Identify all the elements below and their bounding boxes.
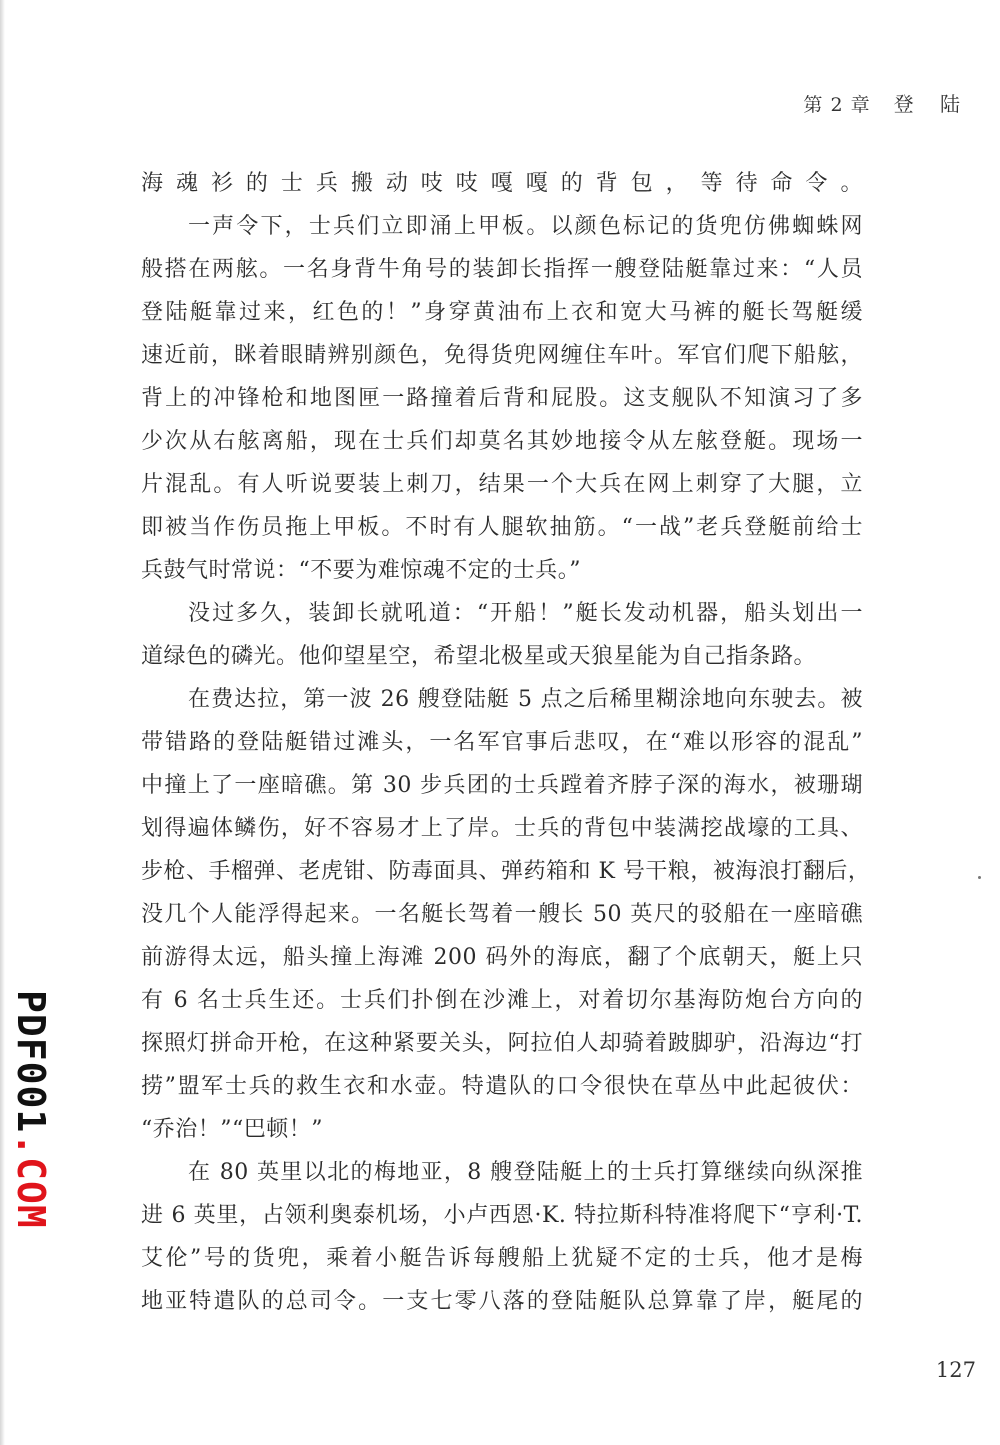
watermark-accent-text: .COM [9,1133,53,1229]
text-line: 背上的冲锋枪和地图匣一路撞着后背和屁股。这支舰队不知演习了多 [141,386,863,411]
running-header [803,88,970,117]
text-line: 在费达拉，第一波 26 艘登陆艇 5 点之后稀里糊涂地向东驶去。被 [188,687,863,712]
scan-speck [978,876,981,879]
page-number: 127 [935,1358,976,1382]
text-line: 即被当作伤员拖上甲板。不时有人腿软抽筋。“一战”老兵登艇前给士 [141,515,863,540]
text-line: 划得遍体鳞伤，好不容易才上了岸。士兵的背包中装满挖战壕的工具、 [141,816,863,841]
text-line: 进 6 英里，占领利奥泰机场，小卢西恩·K. 特拉斯科特准将爬下“亨利·T. [141,1203,863,1228]
text-line: 般搭在两舷。一名身背牛角号的装卸长指挥一艘登陆艇靠过来：“人员 [141,257,863,282]
text-line: “乔治！”“巴顿！” [141,1117,323,1142]
text-line: 少次从右舷离船，现在士兵们却莫名其妙地接令从左舷登艇。现场一 [141,429,863,454]
text-line: 速近前，眯着眼睛辨别颜色，免得货兜网缠住车叶。军官们爬下船舷， [141,343,863,368]
text-line: 艾伦”号的货兜，乘着小艇告诉每艘船上犹疑不定的士兵，他才是梅 [141,1246,863,1271]
text-line: 中撞上了一座暗礁。第 30 步兵团的士兵蹚着齐脖子深的海水，被珊瑚 [141,773,863,798]
watermark [8,990,54,1235]
chapter-number: 第 2 章 [803,94,871,116]
text-line: 道绿色的磷光。他仰望星空，希望北极星或天狼星能为自己指条路。 [141,644,817,669]
text-line: 在 80 英里以北的梅地亚，8 艘登陆艇上的士兵打算继续向纵深推 [188,1160,863,1185]
page-edge-shadow [0,0,5,1445]
text-line: 有 6 名士兵生还。士兵们扑倒在沙滩上，对着切尔基海防炮台方向的 [141,988,863,1013]
text-line: 没过多久，装卸长就吼道：“开船！”艇长发动机器，船头划出一 [188,601,863,626]
text-line: 前游得太远，船头撞上海滩 200 码外的海底，翻了个底朝天，艇上只 [141,945,863,970]
text-line: 带错路的登陆艇错过滩头，一名军官事后悲叹，在“难以形容的混乱” [141,730,863,755]
body-text [141,162,871,1323]
chapter-title: 登 陆 [893,92,970,116]
text-line: 一声令下，士兵们立即涌上甲板。以颜色标记的货兜仿佛蜘蛛网 [188,214,863,239]
text-line: 兵鼓气时常说：“不要为难惊魂不定的士兵。” [141,558,581,583]
text-line: 地亚特遣队的总司令。一支七零八落的登陆艇队总算靠了岸，艇尾的 [141,1289,863,1314]
text-line: 探照灯拼命开枪，在这种紧要关头，阿拉伯人却骑着跛脚驴，沿海边“打 [141,1031,863,1056]
text-line: 海魂衫的士兵搬动吱吱嘎嘎的背包，等待命令。 [141,171,863,196]
text-line: 捞”盟军士兵的救生衣和水壶。特遣队的口令很快在草丛中此起彼伏： [141,1074,863,1099]
text-line: 步枪、手榴弹、老虎钳、防毒面具、弹药箱和 K 号干粮，被海浪打翻后， [141,859,871,884]
text-line: 没几个人能浮得起来。一名艇长驾着一艘长 50 英尺的驳船在一座暗礁 [141,902,863,927]
text-line: 片混乱。有人听说要装上刺刀，结果一个大兵在网上刺穿了大腿，立 [141,472,863,497]
text-line: 登陆艇靠过来，红色的！”身穿黄油布上衣和宽大马裤的艇长驾艇缓 [141,300,863,325]
watermark-main-text: PDF001 [9,990,53,1134]
